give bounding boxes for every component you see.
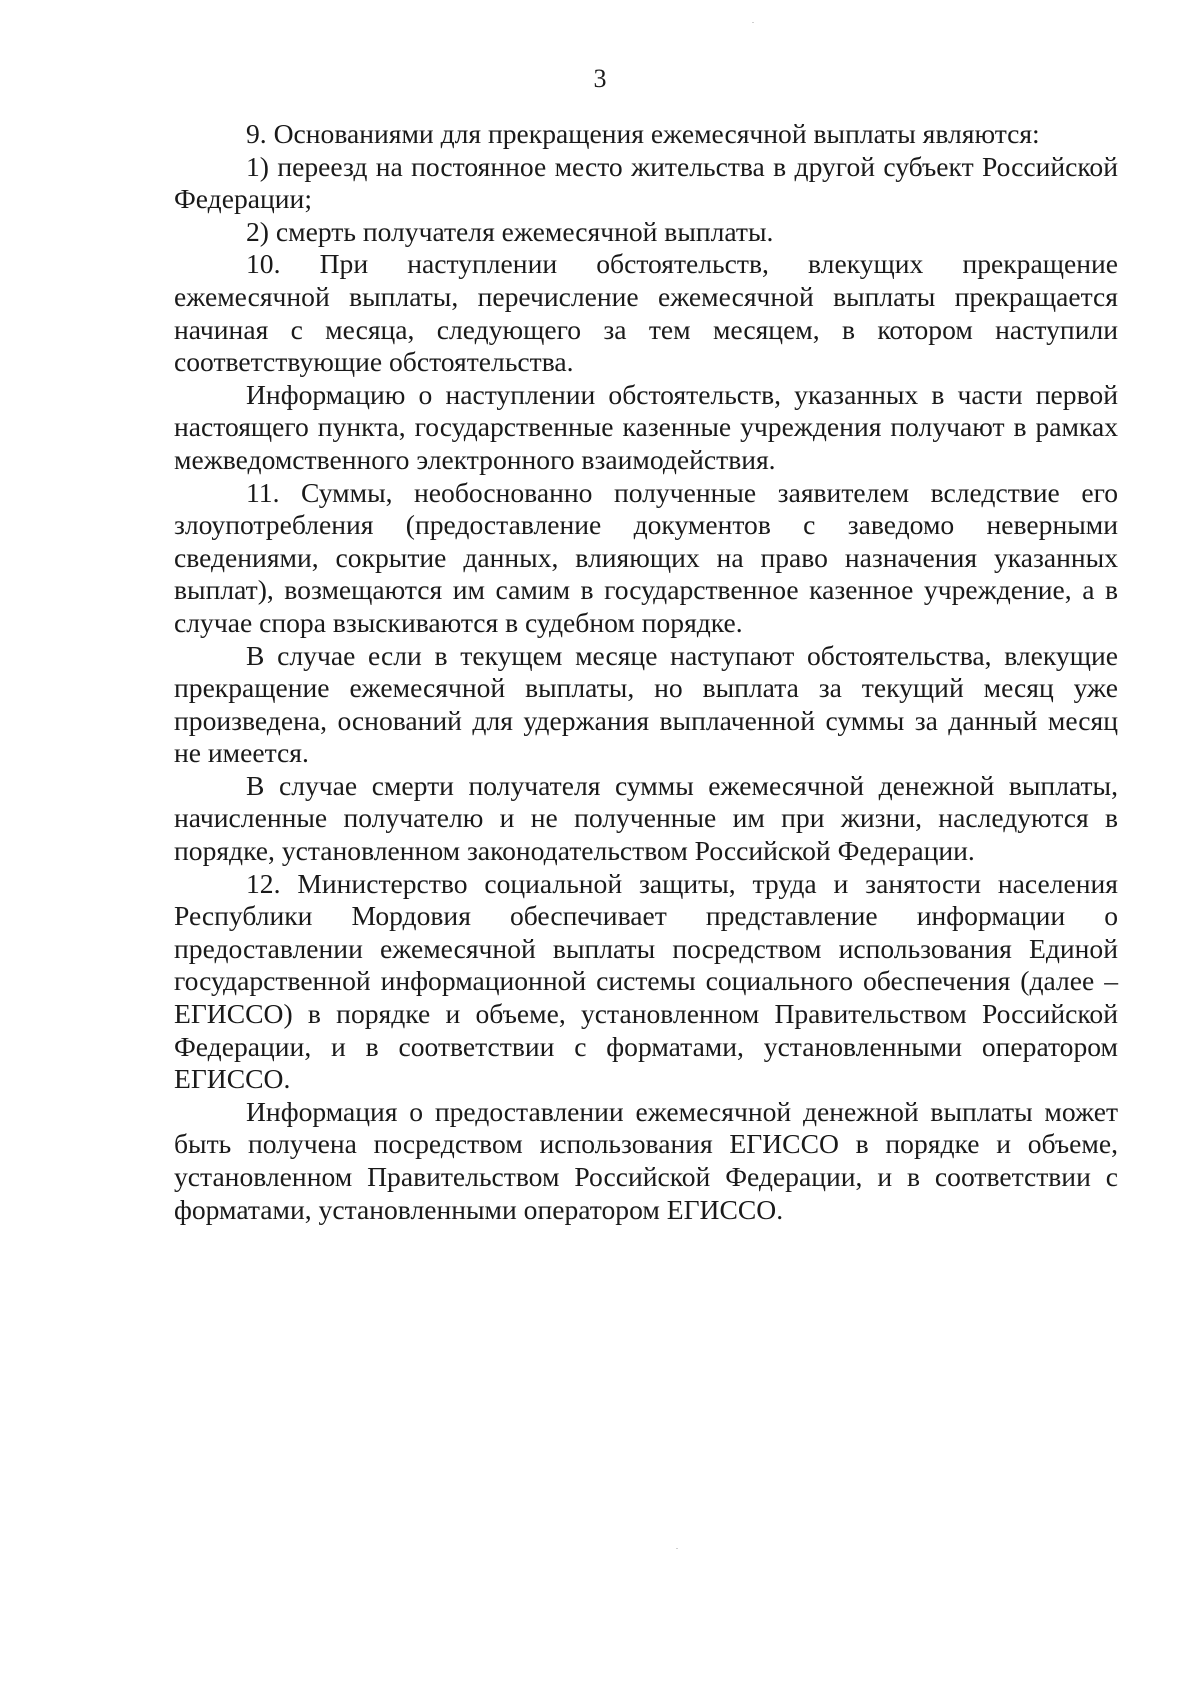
paragraph-item-10-info: Информацию о наступлении обстоятельств, указанных в части первой настоящего пункта, государственные казенные учреждения получают в рамках межведомственного электронного взаимодействия. (174, 378, 1118, 475)
document-body (174, 118, 1118, 1226)
paragraph-item-12-info: Информация о предоставлении ежемесячной денежной выплаты может быть получена посредством использования ЕГИССО в порядке и объеме, установленном Правительством Российской Федерации, и в соответствии с форматами, установленными оператором ЕГИССО. (174, 1095, 1118, 1225)
paragraph-item-11-current-month: В случае если в текущем месяце наступают обстоятельства, влекущие прекращение ежемесячной выплаты, но выплата за текущий месяц уже произведена, оснований для удержания выплаченной суммы за данный месяц не имеется. (174, 639, 1118, 769)
paragraph-item-9: 9. Основаниями для прекращения ежемесячной выплаты являются: (246, 118, 1040, 149)
paragraph-item-11: 11. Суммы, необоснованно полученные заявителем вследствие его злоупотребления (предоставление документов с заведомо неверными сведениями, сокрытие данных, влияющих на право назначения указанных выплат), возмещаются им самим в государственное казенное учреждение, а в случае спора взыскиваются в судебном порядке. (174, 476, 1118, 638)
scan-speck-bottom (676, 1548, 678, 1549)
paragraph-item-11-death: В случае смерти получателя суммы ежемесячной денежной выплаты, начисленные получателю и не полученные им при жизни, наследуются в порядке, установленном законодательством Российской Федерации. (174, 769, 1118, 867)
paragraph-item-10: 10. При наступлении обстоятельств, влекущих прекращение ежемесячной выплаты, перечисление ежемесячной выплаты прекращается начиная с месяца, следующего за тем месяцем, в котором наступили соответствующие обстоятельства. (174, 248, 1118, 378)
paragraph-item-12: 12. Министерство социальной защиты, труда и занятости населения Республики Мордовия обеспечивает представление информации о предоставлении ежемесячной выплаты посредством использования Единой государственной информационной системы социального обеспечения (далее – ЕГИССО) в порядке и объеме, установленном Правительством Российской Федерации, и в соответствии с форматами, установленными оператором ЕГИССО. (174, 867, 1118, 1095)
page-number: 3 (593, 64, 607, 93)
paragraph-item-9-2: 2) смерть получателя ежемесячной выплаты. (246, 215, 774, 247)
paragraph-item-9-1: 1) переезд на постоянное место жительства в другой субъект Российской Федерации; (174, 150, 1118, 215)
scan-speck-top (752, 22, 754, 23)
